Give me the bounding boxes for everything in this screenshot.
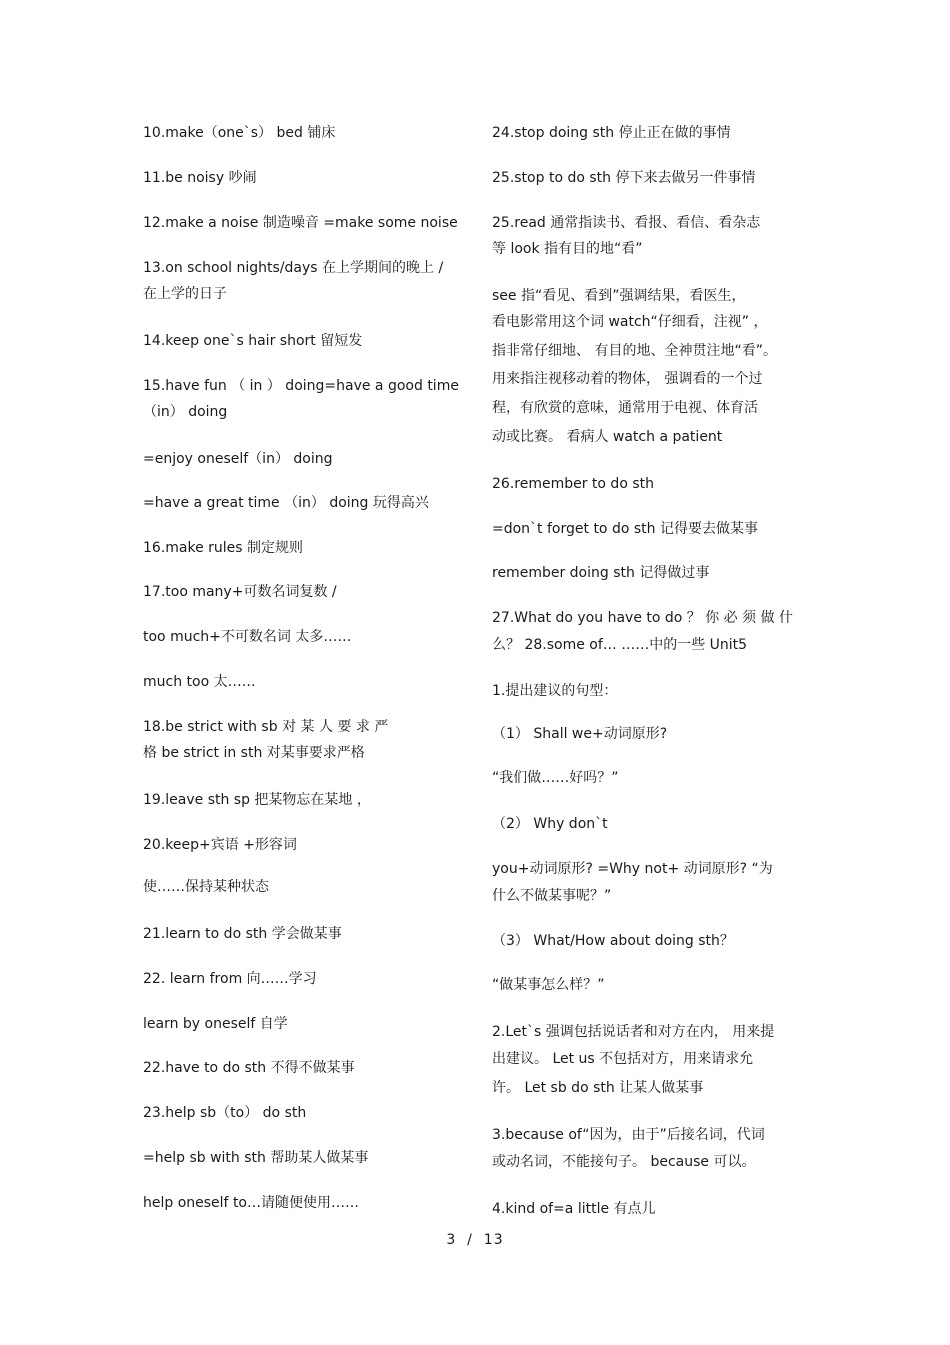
text-line: 或动名词，不能接句子。 because 可以。 bbox=[492, 1154, 756, 1170]
text-line: 看电影常用这个词 watch“仔细看，注视” ， bbox=[492, 314, 768, 330]
text-line: see 指“看见、看到”强调结果，看医生， bbox=[492, 288, 746, 304]
text-line: =don`t forget to do sth 记得要去做某事 bbox=[492, 521, 758, 537]
text-line: 使……保持某种状态 bbox=[143, 879, 269, 895]
text-line: much too 太…… bbox=[143, 674, 256, 690]
page-number: 3 / 13 bbox=[446, 1232, 504, 1248]
text-line: 3.because of“因为，由于”后接名词，代词 bbox=[492, 1127, 765, 1143]
text-line: 10.make（one`s） bed 铺床 bbox=[143, 125, 336, 141]
text-line: =enjoy oneself（in） doing bbox=[143, 451, 333, 467]
text-line: 1.提出建议的句型： bbox=[492, 683, 618, 699]
text-line: 27.What do you have to do ？ 你 必 须 做 什 bbox=[492, 610, 794, 626]
text-line: 2.Let`s 强调包括说话者和对方在内， 用来提 bbox=[492, 1024, 775, 1040]
text-line: learn by oneself 自学 bbox=[143, 1016, 288, 1032]
text-line: 等 look 指有目的地“看” bbox=[492, 241, 643, 257]
text-line: 11.be noisy 吵闹 bbox=[143, 170, 257, 186]
text-line: =have a great time （in） doing 玩得高兴 bbox=[143, 495, 429, 511]
text-line: remember doing sth 记得做过事 bbox=[492, 565, 710, 581]
text-line: 用来指注视移动着的物体， 强调看的一个过 bbox=[492, 371, 763, 387]
text-line: 13.on school nights/days 在上学期间的晚上 / bbox=[143, 260, 444, 276]
text-line: （1） Shall we+动词原形? bbox=[492, 726, 668, 742]
text-line: too much+不可数名词 太多…… bbox=[143, 629, 352, 645]
text-line: 17.too many+可数名词复数 / bbox=[143, 584, 337, 600]
text-line: 16.make rules 制定规则 bbox=[143, 540, 304, 556]
text-line: 指非常仔细地、 有目的地、全神贯注地“看”。 bbox=[492, 343, 777, 359]
text-line: you+动词原形? =Why not+ 动词原形? “为 bbox=[492, 861, 773, 877]
text-line: “做某事怎么样？” bbox=[492, 977, 605, 993]
text-line: 格 be strict in sth 对某事要求严格 bbox=[143, 745, 365, 761]
text-line: （2） Why don`t bbox=[492, 816, 608, 832]
text-line: 程，有欣赏的意味，通常用于电视、体育活 bbox=[492, 400, 758, 416]
text-line: 出建议。 Let us 不包括对方，用来请求允 bbox=[492, 1051, 754, 1067]
text-line: =help sb with sth 帮助某人做某事 bbox=[143, 1150, 369, 1166]
text-line: 19.leave sth sp 把某物忘在某地 ， bbox=[143, 792, 371, 808]
text-line: 18.be strict with sb 对 某 人 要 求 严 bbox=[143, 719, 389, 735]
text-line: 25.stop to do sth 停下来去做另一件事情 bbox=[492, 170, 756, 186]
text-line: 什么不做某事呢？” bbox=[492, 888, 612, 904]
text-line: 12.make a noise 制造噪音 =make some noise bbox=[143, 215, 458, 231]
text-line: 么？ 28.some of… ……中的一些 Unit5 bbox=[492, 637, 748, 653]
text-line: 14.keep one`s hair short 留短发 bbox=[143, 333, 363, 349]
text-line: 动或比赛。 看病人 watch a patient bbox=[492, 429, 723, 445]
text-line: 21.learn to do sth 学会做某事 bbox=[143, 926, 342, 942]
text-line: （3） What/How about doing sth？ bbox=[492, 933, 734, 949]
text-line: 24.stop doing sth 停止正在做的事情 bbox=[492, 125, 731, 141]
text-line: 26.remember to do sth bbox=[492, 476, 654, 492]
text-line: 22. learn from 向……学习 bbox=[143, 971, 317, 987]
text-line: 在上学的日子 bbox=[143, 286, 227, 302]
text-line: 23.help sb（to） do sth bbox=[143, 1105, 307, 1121]
text-line: 25.read 通常指读书、看报、看信、看杂志 bbox=[492, 215, 761, 231]
text-line: help oneself to…请随便使用…… bbox=[143, 1195, 359, 1211]
text-line: 22.have to do sth 不得不做某事 bbox=[143, 1060, 355, 1076]
text-line: 20.keep+宾语 +形容词 bbox=[143, 837, 297, 853]
text-line: 4.kind of=a little 有点儿 bbox=[492, 1201, 656, 1217]
text-line: 15.have fun （ in ） doing=have a good time bbox=[143, 378, 459, 394]
text-line: “我们做……好吗？” bbox=[492, 770, 619, 786]
text-line: （in） doing bbox=[143, 404, 228, 420]
text-line: 许。 Let sb do sth 让某人做某事 bbox=[492, 1080, 704, 1096]
